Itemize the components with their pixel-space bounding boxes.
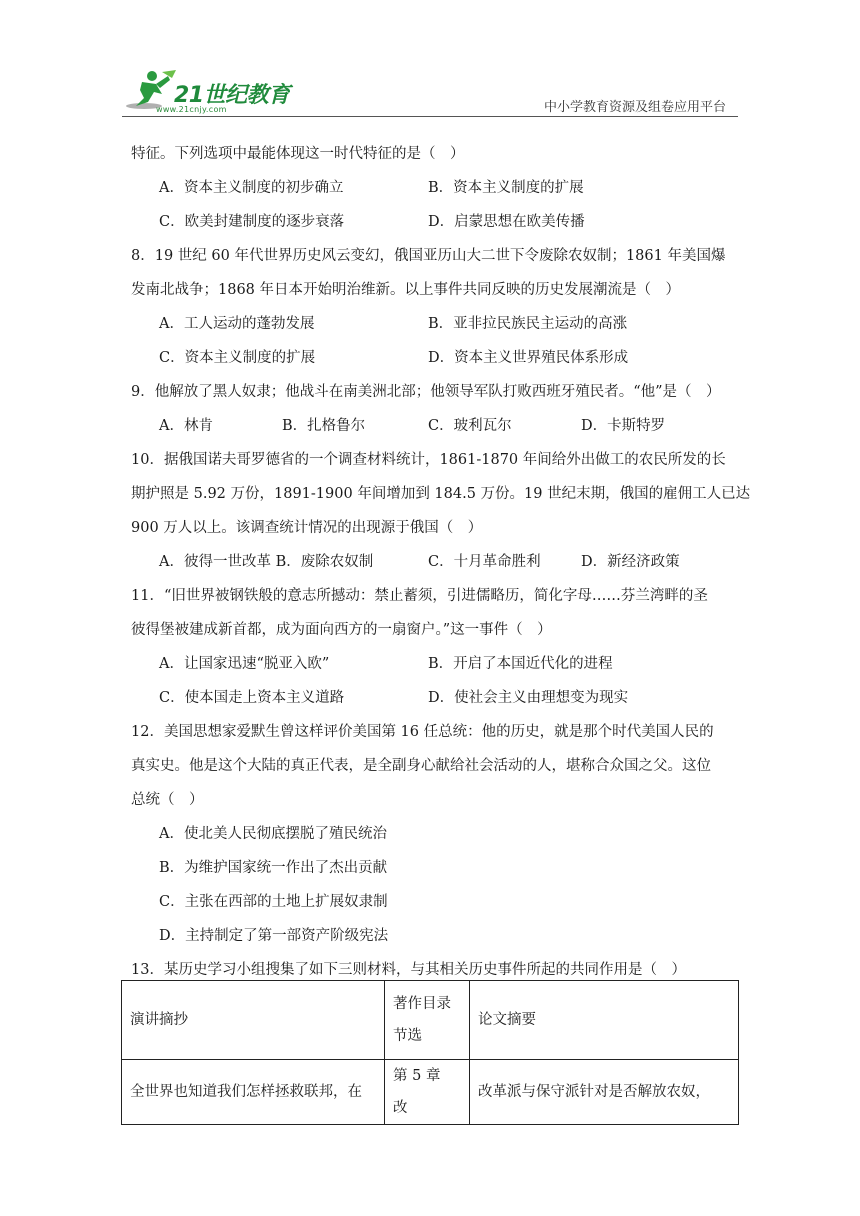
q8-stem-line2: 发南北战争；1868 年日本开始明治维新。以上事件共同反映的历史发展潮流是（ ） xyxy=(131,282,681,298)
q9-option-c: C．玻利瓦尔 xyxy=(428,418,512,434)
table-cell-speech: 全世界也知道我们怎样拯救联邦，在 xyxy=(122,1060,385,1125)
q7-stem-tail: 特征。下列选项中最能体现这一时代特征的是（ ） xyxy=(131,146,465,162)
q13-stem-line1: 13．某历史学习小组搜集了如下三则材料，与其相关历史事件所起的共同作用是（ ） xyxy=(131,962,686,978)
q8-option-d: D．资本主义世界殖民体系形成 xyxy=(428,350,629,366)
q10-stem-line3: 900 万人以上。该调查统计情况的出现源于俄国（ ） xyxy=(131,520,483,536)
question-content xyxy=(131,137,751,987)
q10-options-row xyxy=(131,545,741,579)
q11-option-c: C．使本国走上资本主义道路 xyxy=(159,690,345,706)
q11-stem-line2: 彼得堡被建成新首都，成为面向西方的一扇窗户。”这一事件（ ） xyxy=(131,622,552,638)
logo-wordmark: 21世纪教育 xyxy=(174,83,290,108)
q7-option-b: B．资本主义制度的扩展 xyxy=(428,180,584,196)
q8-option-a: A．工人运动的蓬勃发展 xyxy=(159,316,315,332)
q7-options-row1 xyxy=(131,171,741,205)
q7-options-row2 xyxy=(131,205,741,239)
q9-option-b: B．扎格鲁尔 xyxy=(282,418,366,434)
q7-option-d: D．启蒙思想在欧美传播 xyxy=(428,214,585,230)
q12-option-a: A．使北美人民彻底摆脱了殖民统治 xyxy=(159,826,387,842)
q8-stem-line1: 8．19 世纪 60 年代世界历史风云变幻，俄国亚历山大二世下令废除农奴制；1861 年美国爆 xyxy=(131,248,726,264)
table-header-book-line1: 著作目录 xyxy=(393,996,451,1012)
q10-option-d: D．新经济政策 xyxy=(581,554,680,570)
q10-stem-line2: 期护照是 5.92 万份，1891-1900 年间增加到 184.5 万份。19 世纪末期，俄国的雇佣工人已达 xyxy=(131,486,751,502)
table-row xyxy=(122,1060,739,1125)
q12-option-c: C．主张在西部的土地上扩展奴隶制 xyxy=(159,894,388,910)
q12-stem-line1: 12．美国思想家爱默生曾这样评价美国第 16 任总统：他的历史，就是那个时代美国人民的 xyxy=(131,724,714,740)
page-header xyxy=(0,0,860,125)
q11-options-row2 xyxy=(131,681,741,715)
materials-table xyxy=(121,980,739,1125)
q12-stem-line2: 真实史。他是这个大陆的真正代表，是全副身心献给社会活动的人，堪称合众国之父。这位 xyxy=(131,758,711,774)
table-cell-book: 第 5 章 改 xyxy=(385,1060,470,1125)
logo-url: www.21cnjy.com xyxy=(156,105,227,114)
q10-stem-line1: 10．据俄国诺夫哥罗德省的一个调查材料统计，1861-1870 年间给外出做工的农民所发的长 xyxy=(131,452,726,468)
q9-stem-line1: 9．他解放了黑人奴隶；他战斗在南美洲北部；他领导军队打败西班牙殖民者。“他”是（ ） xyxy=(131,384,721,400)
table-header-speech: 演讲摘抄 xyxy=(122,981,385,1060)
q11-stem-line1: 11．“旧世界被钢铁般的意志所撼动：禁止蓄须，引进儒略历，简化字母……芬兰湾畔的圣 xyxy=(131,588,708,604)
q8-option-b: B．亚非拉民族民主运动的高涨 xyxy=(428,316,628,332)
q8-option-c: C．资本主义制度的扩展 xyxy=(159,350,316,366)
q8-options-row2 xyxy=(131,341,741,375)
q11-options-row1 xyxy=(131,647,741,681)
q9-options-row xyxy=(131,409,741,443)
q9-option-d: D．卡斯特罗 xyxy=(581,418,666,434)
q7-option-a: A．资本主义制度的初步确立 xyxy=(159,180,344,196)
q12-option-b: B．为维护国家统一作出了杰出贡献 xyxy=(159,860,388,876)
header-divider xyxy=(122,116,738,117)
q12-option-d: D．主持制定了第一部资产阶级宪法 xyxy=(159,928,389,944)
table-header-book-line2: 节选 xyxy=(393,1028,422,1044)
q11-option-a: A．让国家迅速“脱亚入欧” xyxy=(159,656,330,672)
q9-option-a: A．林肯 xyxy=(159,418,213,434)
q11-option-d: D．使社会主义由理想变为现实 xyxy=(428,690,629,706)
q10-option-ab: A．彼得一世改革 B．废除农奴制 xyxy=(159,554,374,570)
table-header-paper: 论文摘要 xyxy=(470,981,739,1060)
q11-option-b: B．开启了本国近代化的进程 xyxy=(428,656,613,672)
table-header-row xyxy=(122,981,739,1060)
platform-title: 中小学教育资源及组卷应用平台 xyxy=(543,100,726,115)
q7-option-c: C．欧美封建制度的逐步衰落 xyxy=(159,214,345,230)
q12-stem-line3: 总统（ ） xyxy=(131,792,204,808)
q10-option-c: C．十月革命胜利 xyxy=(428,554,541,570)
table-cell-paper: 改革派与保守派针对是否解放农奴， xyxy=(470,1060,739,1125)
q8-options-row1 xyxy=(131,307,741,341)
table-header-book xyxy=(385,981,470,1060)
